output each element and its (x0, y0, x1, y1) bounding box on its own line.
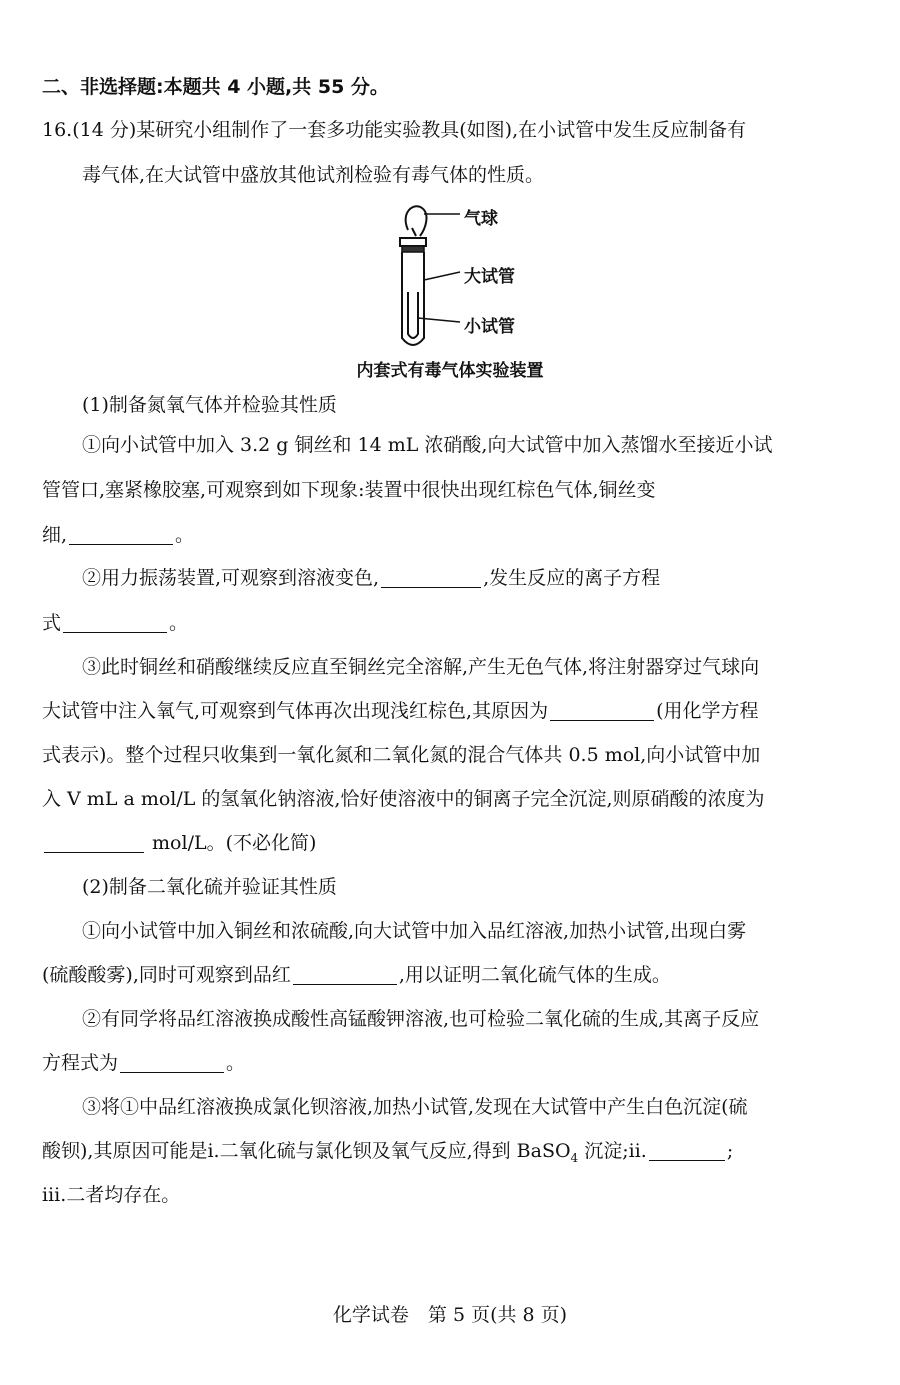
part1-s2-line2-end: 。 (169, 612, 189, 634)
part1-s3-line2-text: 大试管中注入氧气,可观察到气体再次出现浅红棕色,其原因为 (42, 700, 549, 722)
question-intro-line-2: 毒气体,在大试管中盛放其他试剂检验有毒气体的性质。 (82, 164, 545, 186)
part2-s3-line1: ③将①中品红溶液换成氯化钡溶液,加热小试管,发现在大试管中产生白色沉淀(硫 (82, 1096, 748, 1118)
part2-heading: (2)制备二氧化硫并验证其性质 (82, 876, 337, 898)
figure-caption: 内套式有毒气体实验装置 (356, 361, 544, 381)
answer-blank-4[interactable] (550, 719, 654, 721)
label-large-tube: 大试管 (464, 267, 515, 287)
label-balloon: 气球 (464, 209, 498, 229)
part2-s3-line2-end: ; (726, 1140, 734, 1162)
part2-s2-line2-text: 方程式为 (42, 1052, 119, 1074)
part1-s3-line2 (42, 696, 759, 726)
part2-s1-line1: ①向小试管中加入铜丝和浓硫酸,向大试管中加入品红溶液,加热小试管,出现白雾 (82, 920, 747, 942)
part1-s1-line2: 管管口,塞紧橡胶塞,可观察到如下现象:装置中很快出现红棕色气体,铜丝变 (42, 479, 656, 501)
part1-s3-line3: 式表示)。整个过程只收集到一氧化氮和二氧化氮的混合气体共 0.5 mol,向小试管中加 (42, 744, 761, 766)
part1-heading: (1)制备氮氧气体并检验其性质 (82, 394, 337, 416)
part1-s3-line5 (42, 828, 316, 858)
part1-s1-line3-text: 细, (42, 524, 68, 546)
part1-s1-line1: ①向小试管中加入 3.2 g 铜丝和 14 mL 浓硝酸,向大试管中加入蒸馏水至接近小试 (82, 434, 773, 456)
part2-s1-line2 (42, 960, 671, 990)
part2-s1-line2-text: (硫酸酸雾),同时可观察到品红 (42, 964, 291, 986)
answer-blank-1[interactable] (69, 543, 173, 545)
part2-s1-line2-end: ,用以证明二氧化硫气体的生成。 (398, 964, 671, 986)
part2-s2-line2 (42, 1048, 245, 1078)
label-small-tube: 小试管 (464, 317, 515, 337)
part2-s3-line2-mid: 沉淀;ⅱ. (578, 1140, 647, 1162)
answer-blank-5[interactable] (44, 851, 144, 853)
answer-blank-2[interactable] (381, 586, 481, 588)
answer-blank-3[interactable] (63, 631, 167, 633)
apparatus-figure (380, 200, 580, 360)
section-header: 二、非选择题:本题共 4 小题,共 55 分。 (42, 76, 389, 98)
part1-s2-line1-text: ②用力振荡装置,可观察到溶液变色, (82, 567, 380, 589)
subscript-4: 4 (570, 1150, 579, 1165)
part1-s3-line5-text: mol/L。(不必化简) (146, 832, 317, 854)
answer-blank-8[interactable] (649, 1159, 725, 1161)
question-intro-line-1: 16.(14 分)某研究小组制作了一套多功能实验教具(如图),在小试管中发生反应制备有 (42, 119, 747, 141)
page-footer: 化学试卷 第 5 页(共 8 页) (332, 1304, 568, 1326)
part2-s2-line2-end: 。 (226, 1052, 246, 1074)
part1-s1-line3 (42, 520, 194, 550)
part1-s2-line1 (82, 563, 660, 593)
part2-s3-line3: ⅲ.二者均存在。 (42, 1184, 181, 1206)
part2-s2-line1: ②有同学将品红溶液换成酸性高锰酸钾溶液,也可检验二氧化硫的生成,其离子反应 (82, 1008, 760, 1030)
part1-s2-line2 (42, 608, 188, 638)
part1-s2-line2-text: 式 (42, 612, 62, 634)
part1-s3-line1: ③此时铜丝和硝酸继续反应直至铜丝完全溶解,产生无色气体,将注射器穿过气球向 (82, 656, 760, 678)
part1-s3-line2-end: (用化学方程 (656, 700, 759, 722)
part2-s3-line2 (42, 1136, 733, 1173)
part2-s3-line2-text: 酸钡),其原因可能是ⅰ.二氧化硫与氯化钡及氧气反应,得到 BaSO (42, 1140, 571, 1162)
part1-s2-line1-end: ,发生反应的离子方程 (483, 567, 661, 589)
answer-blank-6[interactable] (293, 983, 397, 985)
part1-s3-line4: 入 V mL a mol/L 的氢氧化钠溶液,恰好使溶液中的铜离子完全沉淀,则原硝酸的浓度为 (42, 788, 765, 810)
part1-s1-line3-end: 。 (175, 524, 195, 546)
answer-blank-7[interactable] (120, 1071, 224, 1073)
